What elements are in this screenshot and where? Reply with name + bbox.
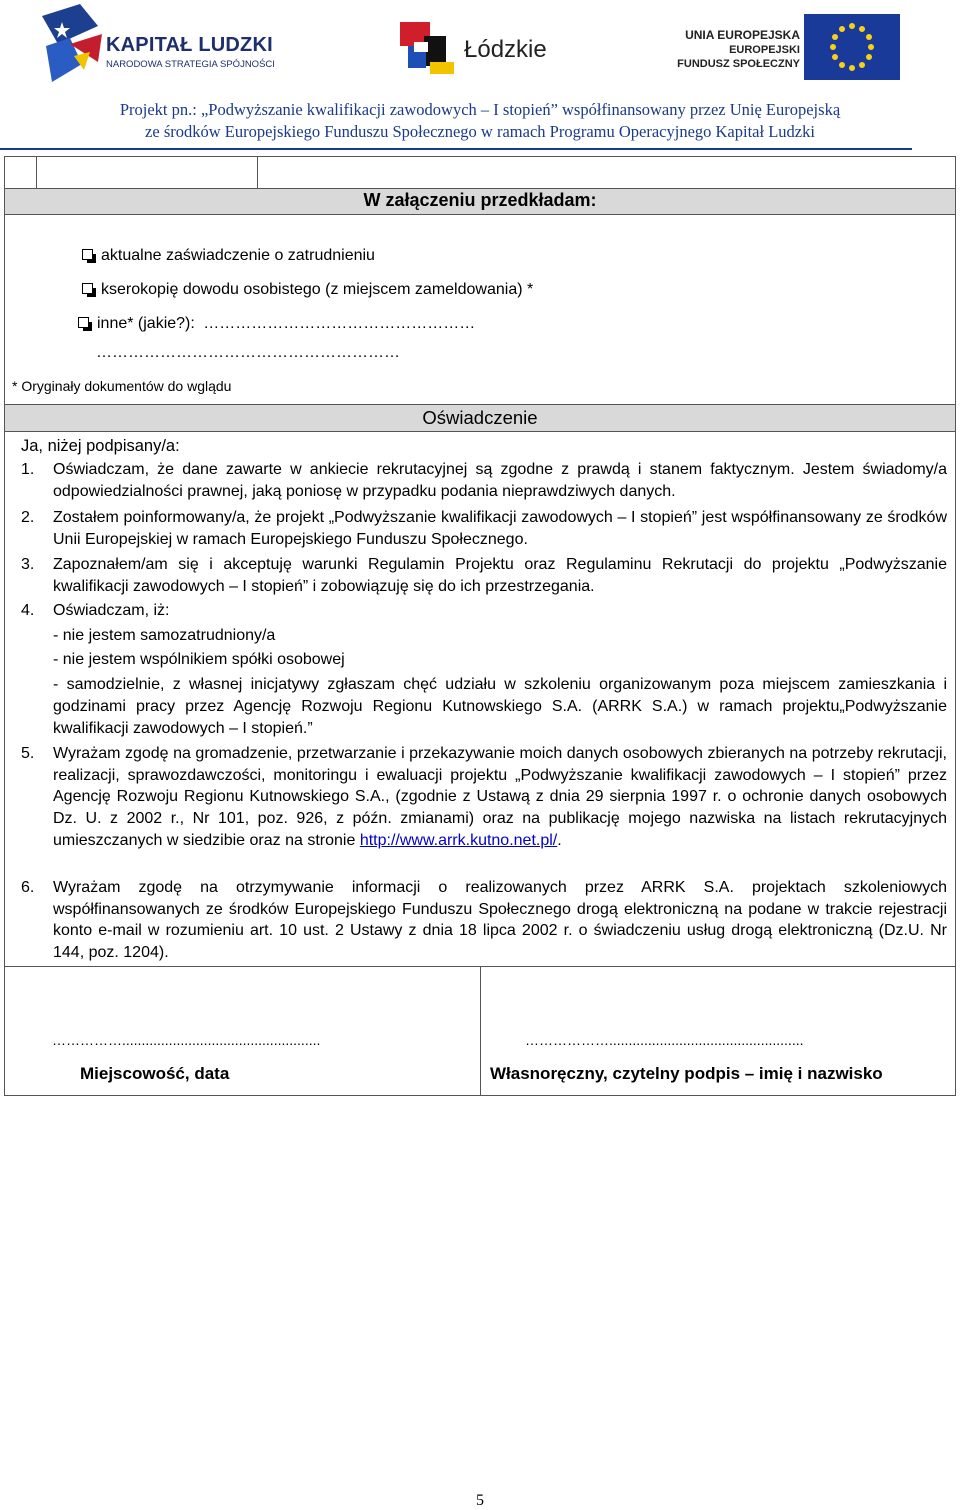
project-title-line-1: Projekt pn.: „Podwyższanie kwalifikacji zawodowych – I stopień” współfinansowany przez Unię Europejską (119, 100, 841, 119)
eu-line-2: EUROPEJSKI (729, 44, 800, 56)
empty-cell-left (4, 156, 37, 188)
declaration-item (21, 743, 947, 852)
attachments-separator (5, 214, 955, 215)
top-cells-row (4, 156, 956, 188)
header-divider (0, 148, 912, 150)
declaration-item (21, 507, 947, 550)
checkbox-icon[interactable] (78, 317, 89, 328)
declaration-item (21, 600, 947, 739)
dots-line: ………………………………………………… (96, 344, 400, 361)
signature-column-divider (480, 966, 481, 1096)
lodzkie-logo (398, 18, 568, 82)
declaration-intro: Ja, niżej podpisany/a: (21, 437, 180, 455)
header-logos (0, 0, 960, 96)
attachment-label: aktualne zaświadczenie o zatrudnieniu (101, 247, 375, 264)
declaration-title: Oświadczenie (422, 407, 538, 428)
kapital-ludzki-subtitle: NARODOWA STRATEGIA SPÓJNOŚCI (106, 59, 275, 70)
eu-logo (656, 2, 918, 86)
attachment-label: kserokopię dowodu osobistego (z miejscem zameldowania) * (101, 281, 534, 298)
item-number: 1. (21, 461, 35, 478)
eu-line-3: FUNDUSZ SPOŁECZNY (677, 58, 800, 70)
empty-cell-middle (37, 156, 258, 188)
item-number: 2. (21, 509, 35, 526)
item-text: Zapoznałem/am się i akceptuję warunki Regulamin Projektu oraz Regulaminu Rekrutacji do projektu „Podwyższanie kwalifikacji zawodowych – I stopień” i zobowiązuję się do ich przestrzegania. (53, 556, 947, 595)
signature-field[interactable]: ……………….................................................. (525, 1032, 804, 1048)
attachment-checkbox-item[interactable] (82, 247, 375, 265)
item-number: 4. (21, 602, 35, 619)
checkbox-icon[interactable] (82, 283, 93, 294)
item-number: 6. (21, 879, 35, 896)
eu-flag-icon (804, 14, 900, 80)
declaration-item (21, 554, 947, 597)
eu-line-1: UNIA EUROPEJSKA (685, 28, 800, 42)
item-text: Zostałem poinformowany/a, że projekt „Podwyższanie kwalifikacji zawodowych – I stopień” jest współfinansowany ze środków Unii Europejskiej w ramach Europejskiego Funduszu Społecznego. (53, 509, 947, 548)
lodzkie-emblem-icon (398, 18, 460, 78)
lodzkie-text: Łódzkie (464, 36, 547, 63)
checkbox-icon[interactable] (82, 249, 93, 260)
attachment-checkbox-item[interactable] (78, 315, 475, 333)
kapital-ludzki-emblem-icon (40, 4, 106, 86)
item-text: Wyrażam zgodę na gromadzenie, przetwarzanie i przekazywanie moich danych osobowych zbieranych na potrzeby rekrutacji, realizacji, sprawozdawczości, monitoringu i ewaluacji projektu „Podwyższanie kwalifikacji zawodowych – I stopień” przez Agencję Rozwoju Regionu Kutnowskiego S.A., (zgodnie z Ustawą z dnia 29 sierpnia 1997 r. o ochronie danych osobowych Dz. U. z 2002 r., Nr 101, poz. 926, z późn. zmianami) oraz na publikację mojego nazwiska na listach rekrutacyjnych umieszczanych w siedzibie oraz na stronie (53, 745, 947, 849)
place-date-field[interactable]: ……………................................................... (52, 1032, 321, 1048)
item-text: Oświadczam, iż: (53, 602, 170, 619)
item-text: Wyrażam zgodę na otrzymywanie informacji o realizowanych przez ARRK S.A. projektach szkoleniowych współfinansowanych ze środków Europejskiego Funduszu Społecznego drogą elektroniczną na podane w trakcie rejestracji konto e-mail w rozumieniu art. 10 ust. 2 Ustawy z dnia 18 lipca 2002 r. o świadczeniu usług drogą elektroniczną (Dz.U. Nr 144, poz. 1204). (53, 879, 947, 962)
arrk-website-link[interactable]: http://www.arrk.kutno.net.pl/ (359, 831, 558, 849)
attachments-title: W załączeniu przedkładam: (363, 190, 597, 210)
item-number: 3. (21, 556, 35, 573)
kapital-ludzki-title: KAPITAŁ LUDZKI (106, 34, 273, 56)
place-date-label: Miejscowość, data (80, 1064, 230, 1083)
attachment-label: inne* (jakie?): (97, 315, 195, 332)
item-number: 5. (21, 745, 35, 762)
item-text: Oświadczam, że dane zawarte w ankiecie rekrutacyjnej są zgodne z prawdą i stanem faktycznym. Jestem świadomy/a odpowiedzialności prawnej, jaką poniosę w przypadku podania nieprawdziwych danych. (53, 461, 947, 500)
declaration-item (21, 459, 947, 502)
page-number: 5 (476, 1492, 484, 1509)
declaration-item (21, 877, 947, 964)
other-fill-line[interactable]: …………………………………………… (203, 315, 476, 332)
kapital-ludzki-logo (40, 4, 310, 86)
item-subpoint: - nie jestem wspólnikiem spółki osobowej (53, 651, 345, 669)
other-fill-line-2[interactable] (96, 344, 400, 362)
item-subpoint: - samodzielnie, z własnej inicjatywy zgłaszam chęć udziału w szkoleniu organizowanym poza miejscem zamieszkania i godzinami pracy przez Agencję Rozwoju Regionu Kutnowskiego S.A. (ARRK S.A.) w ramach projektu„Podwyższanie kwalifikacji zawodowych – I stopień.” (53, 676, 947, 737)
footnote: * Oryginały dokumentów do wglądu (12, 378, 232, 394)
attachment-checkbox-item[interactable] (82, 281, 533, 299)
project-title-line-2: ze środków Europejskiego Funduszu Społecznego w ramach Programu Operacyjnego Kapitał Ludzki (145, 122, 815, 141)
item-tail: . (557, 831, 562, 849)
item-subpoint: - nie jestem samozatrudniony/a (53, 626, 276, 644)
signature-label: Własnoręczny, czytelny podpis – imię i nazwisko (490, 1064, 883, 1083)
